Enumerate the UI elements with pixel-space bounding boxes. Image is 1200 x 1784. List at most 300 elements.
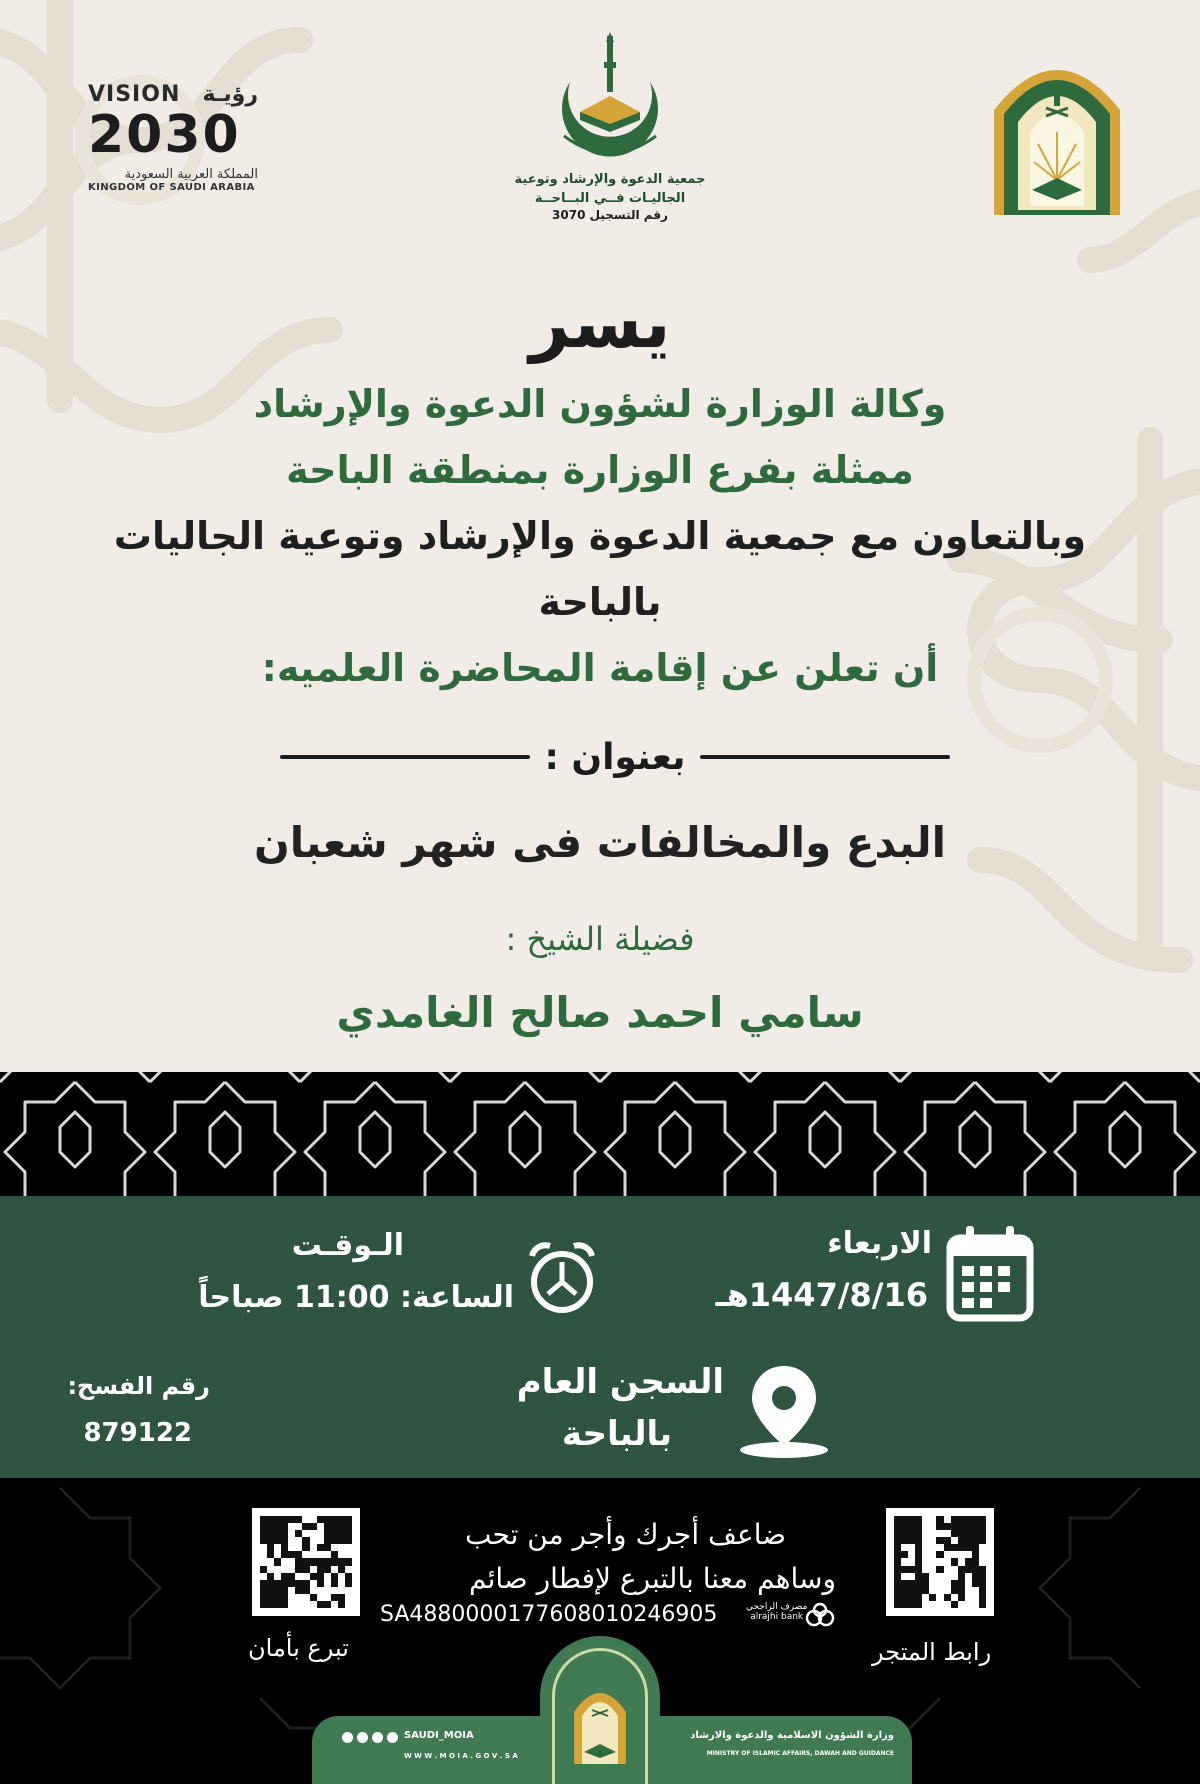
qr-module xyxy=(310,1580,317,1587)
qr-module xyxy=(345,1587,352,1594)
alrajhi-bank-icon xyxy=(804,1602,836,1630)
qr-module xyxy=(260,1601,267,1608)
association-name-line2: الجاليـات فــي البــاحــة xyxy=(534,191,686,206)
qr-module xyxy=(302,1601,309,1608)
association-logo xyxy=(505,32,715,242)
qr-module xyxy=(929,1587,936,1594)
qr-module xyxy=(951,1523,958,1530)
qr-module xyxy=(958,1594,965,1601)
qr-module xyxy=(951,1551,958,1558)
location-line2: بالباحة xyxy=(561,1414,672,1454)
title-label: بعنوان : xyxy=(544,736,686,778)
qr-module xyxy=(979,1537,986,1544)
heading-yusr: يسر xyxy=(529,282,671,364)
qr-module xyxy=(894,1566,901,1573)
qr-module xyxy=(302,1594,309,1601)
qr-module xyxy=(972,1551,979,1558)
qr-module xyxy=(331,1530,338,1537)
qr-module xyxy=(951,1537,958,1544)
qr-module xyxy=(288,1523,295,1530)
qr-module xyxy=(915,1601,922,1608)
qr-module xyxy=(338,1558,345,1565)
qr-module xyxy=(281,1516,288,1523)
qr-module xyxy=(944,1566,951,1573)
qr-module xyxy=(281,1580,288,1587)
qr-module xyxy=(958,1551,965,1558)
qr-module xyxy=(922,1573,929,1580)
qr-module xyxy=(295,1530,302,1537)
agency-line: وكالة الوزارة لشؤون الدعوة والإرشاد xyxy=(253,382,947,426)
qr-module xyxy=(324,1523,331,1530)
ministry-logo xyxy=(990,40,1124,215)
qr-module xyxy=(288,1516,295,1523)
qr-module xyxy=(288,1601,295,1608)
qr-module xyxy=(324,1587,331,1594)
qr-module xyxy=(331,1587,338,1594)
qr-module xyxy=(951,1601,958,1608)
qr-module xyxy=(908,1566,915,1573)
qr-module xyxy=(302,1523,309,1530)
qr-module xyxy=(965,1580,972,1587)
qr-module xyxy=(965,1566,972,1573)
qr-module xyxy=(331,1516,338,1523)
qr-module xyxy=(958,1580,965,1587)
time-value: الساعة: 11:00 صباحاً xyxy=(198,1280,514,1315)
qr-module xyxy=(894,1537,901,1544)
qr-module xyxy=(295,1523,302,1530)
qr-module xyxy=(281,1594,288,1601)
event-details-panel xyxy=(0,1196,1200,1478)
qr-module xyxy=(922,1566,929,1573)
qr-module xyxy=(310,1594,317,1601)
qr-module xyxy=(331,1537,338,1544)
qr-module xyxy=(915,1551,922,1558)
qr-module xyxy=(972,1573,979,1580)
x-icon[interactable] xyxy=(342,1732,353,1743)
qr-module xyxy=(979,1587,986,1594)
qr-module xyxy=(944,1530,951,1537)
qr-module xyxy=(922,1594,929,1601)
qr-module xyxy=(965,1537,972,1544)
qr-module xyxy=(267,1587,274,1594)
bank-name-en: alrajhi bank xyxy=(750,1612,804,1622)
qr-module xyxy=(972,1580,979,1587)
qr-module xyxy=(915,1594,922,1601)
qr-module xyxy=(936,1573,943,1580)
qr-module xyxy=(929,1558,936,1565)
qr-module xyxy=(345,1594,352,1601)
qr-module xyxy=(317,1573,324,1580)
qr-module xyxy=(338,1530,345,1537)
qr-module xyxy=(267,1537,274,1544)
qr-module xyxy=(901,1601,908,1608)
qr-module xyxy=(324,1580,331,1587)
qr-module xyxy=(310,1537,317,1544)
qr-module xyxy=(345,1558,352,1565)
qr-module xyxy=(317,1601,324,1608)
qr-module xyxy=(929,1580,936,1587)
qr-module xyxy=(288,1558,295,1565)
qr-module xyxy=(922,1544,929,1551)
qr-module xyxy=(331,1580,338,1587)
qr-module xyxy=(338,1551,345,1558)
qr-module xyxy=(972,1566,979,1573)
donation-line1: ضاعف أجرك وأجر من تحب xyxy=(465,1518,786,1551)
facebook-icon[interactable] xyxy=(387,1732,398,1743)
qr-module xyxy=(267,1601,274,1608)
qr-module xyxy=(345,1530,352,1537)
qr-module xyxy=(972,1516,979,1523)
social-icons xyxy=(342,1732,398,1743)
qr-module xyxy=(338,1594,345,1601)
vision-word-en: VISION xyxy=(88,82,181,107)
qr-module xyxy=(338,1523,345,1530)
qr-module xyxy=(972,1537,979,1544)
qr-module xyxy=(295,1594,302,1601)
qr-module xyxy=(908,1594,915,1601)
qr-module xyxy=(915,1580,922,1587)
footer-emblem xyxy=(540,1636,660,1784)
qr-module xyxy=(281,1537,288,1544)
qr-module xyxy=(929,1566,936,1573)
qr-module xyxy=(324,1551,331,1558)
qr-module xyxy=(317,1537,324,1544)
qr-module xyxy=(936,1516,943,1523)
qr-module xyxy=(965,1551,972,1558)
qr-module xyxy=(317,1558,324,1565)
association-name-line1: جمعية الدعوة والإرشاد وتوعية xyxy=(514,172,706,187)
qr-module xyxy=(345,1566,352,1573)
qr-module xyxy=(929,1537,936,1544)
qr-module xyxy=(324,1516,331,1523)
qr-module xyxy=(915,1544,922,1551)
qr-module xyxy=(281,1530,288,1537)
association-emblem-icon xyxy=(550,32,670,170)
qr-module xyxy=(317,1523,324,1530)
qr-module xyxy=(936,1544,943,1551)
qr-module xyxy=(944,1601,951,1608)
qr-module xyxy=(915,1516,922,1523)
youtube-icon[interactable] xyxy=(372,1732,383,1743)
qr-module xyxy=(901,1537,908,1544)
vision-country-en: KINGDOM OF SAUDI ARABIA xyxy=(88,182,255,193)
qr-module xyxy=(979,1573,986,1580)
qr-module xyxy=(915,1573,922,1580)
qr-module xyxy=(972,1594,979,1601)
qr-module xyxy=(274,1594,281,1601)
qr-module xyxy=(908,1544,915,1551)
qr-module xyxy=(929,1523,936,1530)
qr-module xyxy=(331,1566,338,1573)
qr-module xyxy=(274,1523,281,1530)
qr-module xyxy=(979,1523,986,1530)
qr-module xyxy=(260,1566,267,1573)
qr-module xyxy=(331,1551,338,1558)
qr-module xyxy=(944,1551,951,1558)
qr-module xyxy=(915,1530,922,1537)
qr-module xyxy=(267,1530,274,1537)
qr-module xyxy=(965,1587,972,1594)
qr-module xyxy=(908,1530,915,1537)
qr-module xyxy=(267,1516,274,1523)
qr-module xyxy=(894,1516,901,1523)
vision-2030-logo xyxy=(88,82,258,202)
qr-module xyxy=(979,1594,986,1601)
qr-module xyxy=(922,1580,929,1587)
islamic-pattern-icon xyxy=(0,1072,1200,1196)
qr-module xyxy=(894,1530,901,1537)
qr-module xyxy=(908,1516,915,1523)
qr-module xyxy=(310,1558,317,1565)
sheikh-label: فضيلة الشيخ : xyxy=(505,920,695,958)
qr-module xyxy=(317,1587,324,1594)
qr-module xyxy=(331,1558,338,1565)
qr-module xyxy=(260,1558,267,1565)
qr-module xyxy=(345,1601,352,1608)
qr-module xyxy=(922,1537,929,1544)
qr-module xyxy=(274,1558,281,1565)
qr-module xyxy=(944,1537,951,1544)
qr-module xyxy=(965,1558,972,1565)
qr-module xyxy=(288,1594,295,1601)
store-qr-code[interactable] xyxy=(886,1508,994,1616)
event-date: 1447/8/16هـ xyxy=(715,1276,928,1314)
qr-module xyxy=(288,1573,295,1580)
qr-module xyxy=(267,1523,274,1530)
qr-module xyxy=(958,1537,965,1544)
qr-module xyxy=(317,1516,324,1523)
qr-module xyxy=(310,1566,317,1573)
qr-module xyxy=(965,1601,972,1608)
qr-module xyxy=(979,1551,986,1558)
qr-module xyxy=(979,1580,986,1587)
title-label-row xyxy=(280,734,950,780)
qr-module xyxy=(310,1587,317,1594)
qr-module xyxy=(922,1516,929,1523)
qr-module xyxy=(345,1551,352,1558)
qr-module xyxy=(288,1580,295,1587)
qr-module xyxy=(260,1573,267,1580)
qr-module xyxy=(929,1544,936,1551)
qr-module xyxy=(310,1523,317,1530)
divider-left xyxy=(280,755,530,759)
qr-module xyxy=(951,1594,958,1601)
qr-module xyxy=(338,1573,345,1580)
qr-module xyxy=(260,1580,267,1587)
time-label: الـوقـت xyxy=(291,1228,404,1263)
qr-module xyxy=(965,1530,972,1537)
qr-module xyxy=(338,1566,345,1573)
qr-module xyxy=(901,1580,908,1587)
qr-module xyxy=(972,1587,979,1594)
qr-module xyxy=(944,1544,951,1551)
qr-module xyxy=(936,1594,943,1601)
qr-module xyxy=(331,1523,338,1530)
qr-module xyxy=(936,1566,943,1573)
qr-module xyxy=(317,1544,324,1551)
qr-module xyxy=(972,1530,979,1537)
qr-module xyxy=(951,1580,958,1587)
website-url[interactable]: W W W . M O I A . G O V . S A xyxy=(404,1752,518,1760)
qr-module xyxy=(324,1566,331,1573)
qr-module xyxy=(281,1601,288,1608)
qr-module xyxy=(295,1573,302,1580)
qr-module xyxy=(302,1530,309,1537)
qr-module xyxy=(965,1516,972,1523)
qr-module xyxy=(936,1537,943,1544)
qr-module xyxy=(295,1516,302,1523)
qr-module xyxy=(922,1551,929,1558)
qr-module xyxy=(901,1558,908,1565)
qr-module xyxy=(338,1544,345,1551)
qr-module xyxy=(338,1601,345,1608)
qr-module xyxy=(936,1523,943,1530)
qr-module xyxy=(929,1551,936,1558)
divider-right xyxy=(700,755,950,759)
qr-module xyxy=(894,1580,901,1587)
qr-module xyxy=(951,1544,958,1551)
qr-module xyxy=(274,1587,281,1594)
association-registration: رقم التسجيل 3070 xyxy=(552,208,668,222)
social-handle[interactable]: SAUDI_MOIA xyxy=(404,1730,474,1741)
qr-module xyxy=(274,1573,281,1580)
qr-module xyxy=(901,1530,908,1537)
qr-module xyxy=(281,1544,288,1551)
qr-module xyxy=(908,1537,915,1544)
qr-module xyxy=(345,1523,352,1530)
qr-module xyxy=(338,1587,345,1594)
qr-module xyxy=(281,1573,288,1580)
qr-module xyxy=(288,1566,295,1573)
alarm-clock-icon xyxy=(526,1240,598,1316)
qr-module xyxy=(302,1566,309,1573)
qr-module xyxy=(317,1530,324,1537)
qr-module xyxy=(944,1594,951,1601)
fasah-number: 879122 xyxy=(83,1418,192,1448)
qr-module xyxy=(288,1551,295,1558)
qr-module xyxy=(345,1516,352,1523)
qr-module xyxy=(345,1544,352,1551)
qr-module xyxy=(288,1530,295,1537)
qr-module xyxy=(281,1587,288,1594)
qr-module xyxy=(324,1558,331,1565)
qr-module xyxy=(915,1587,922,1594)
qr-module xyxy=(972,1558,979,1565)
qr-module xyxy=(324,1530,331,1537)
bank-name xyxy=(746,1602,807,1622)
qr-module xyxy=(260,1594,267,1601)
announcement-line: أن تعلن عن إقامة المحاضرة العلميه: xyxy=(261,646,939,690)
qr-module xyxy=(317,1551,324,1558)
qr-module xyxy=(979,1558,986,1565)
qr-module xyxy=(302,1580,309,1587)
footer-ministry-en: MINISTRY OF ISLAMIC AFFAIRS, DAWAH AND GUIDANCE xyxy=(706,1750,894,1757)
qr-module xyxy=(267,1551,274,1558)
qr-module xyxy=(951,1566,958,1573)
qr-module xyxy=(901,1516,908,1523)
qr-module xyxy=(302,1544,309,1551)
qr-module xyxy=(324,1537,331,1544)
qr-module xyxy=(901,1551,908,1558)
qr-module xyxy=(922,1601,929,1608)
qr-module xyxy=(274,1544,281,1551)
qr-module xyxy=(929,1573,936,1580)
qr-module xyxy=(310,1573,317,1580)
calendar-icon xyxy=(946,1224,1034,1322)
qr-module xyxy=(331,1573,338,1580)
qr-module xyxy=(908,1601,915,1608)
vision-word-ar: رؤيـة xyxy=(202,82,258,107)
store-qr-label: رابط المتجر xyxy=(872,1638,992,1666)
qr-module xyxy=(317,1594,324,1601)
qr-module xyxy=(965,1594,972,1601)
qr-module xyxy=(274,1516,281,1523)
qr-module xyxy=(295,1558,302,1565)
qr-module xyxy=(936,1601,943,1608)
qr-module xyxy=(267,1566,274,1573)
qr-module xyxy=(331,1601,338,1608)
qr-module xyxy=(281,1566,288,1573)
qr-module xyxy=(908,1558,915,1565)
qr-module xyxy=(936,1580,943,1587)
lecture-title: البدع والمخالفات فى شهر شعبان xyxy=(253,818,947,867)
ministry-emblem-icon xyxy=(570,1680,630,1764)
qr-module xyxy=(972,1523,979,1530)
qr-module xyxy=(979,1516,986,1523)
qr-module xyxy=(302,1573,309,1580)
qr-module xyxy=(288,1587,295,1594)
qr-module xyxy=(338,1580,345,1587)
qr-module xyxy=(958,1558,965,1565)
qr-module xyxy=(324,1573,331,1580)
qr-module xyxy=(894,1587,901,1594)
donate-qr-code[interactable] xyxy=(252,1508,360,1616)
qr-module xyxy=(260,1516,267,1523)
qr-module xyxy=(274,1580,281,1587)
qr-module xyxy=(944,1516,951,1523)
qr-module xyxy=(958,1587,965,1594)
pattern-band xyxy=(0,1072,1200,1196)
qr-module xyxy=(922,1558,929,1565)
qr-module xyxy=(915,1558,922,1565)
qr-module xyxy=(965,1544,972,1551)
qr-module xyxy=(944,1573,951,1580)
qr-module xyxy=(965,1573,972,1580)
qr-module xyxy=(979,1530,986,1537)
qr-module xyxy=(901,1544,908,1551)
instagram-icon[interactable] xyxy=(357,1732,368,1743)
qr-module xyxy=(944,1558,951,1565)
qr-module xyxy=(958,1544,965,1551)
qr-module xyxy=(295,1587,302,1594)
qr-module xyxy=(901,1594,908,1601)
qr-module xyxy=(295,1537,302,1544)
qr-module xyxy=(267,1544,274,1551)
fasah-label: رقم الفسح: xyxy=(67,1372,210,1400)
qr-module xyxy=(951,1573,958,1580)
footer-ministry-ar: وزارة الشؤون الاسلامية والدعوة والارشاد xyxy=(690,1730,894,1741)
qr-module xyxy=(281,1551,288,1558)
map-pin-icon xyxy=(736,1362,832,1462)
event-day: الاربعاء xyxy=(827,1226,932,1261)
bank-name-ar: مصرف الراجحي xyxy=(746,1602,808,1612)
iban-number[interactable]: SA4880000177608010246905 xyxy=(380,1602,718,1627)
qr-module xyxy=(295,1551,302,1558)
ministry-emblem-icon xyxy=(990,40,1124,215)
qr-module xyxy=(302,1537,309,1544)
qr-module xyxy=(324,1601,331,1608)
qr-module xyxy=(267,1558,274,1565)
